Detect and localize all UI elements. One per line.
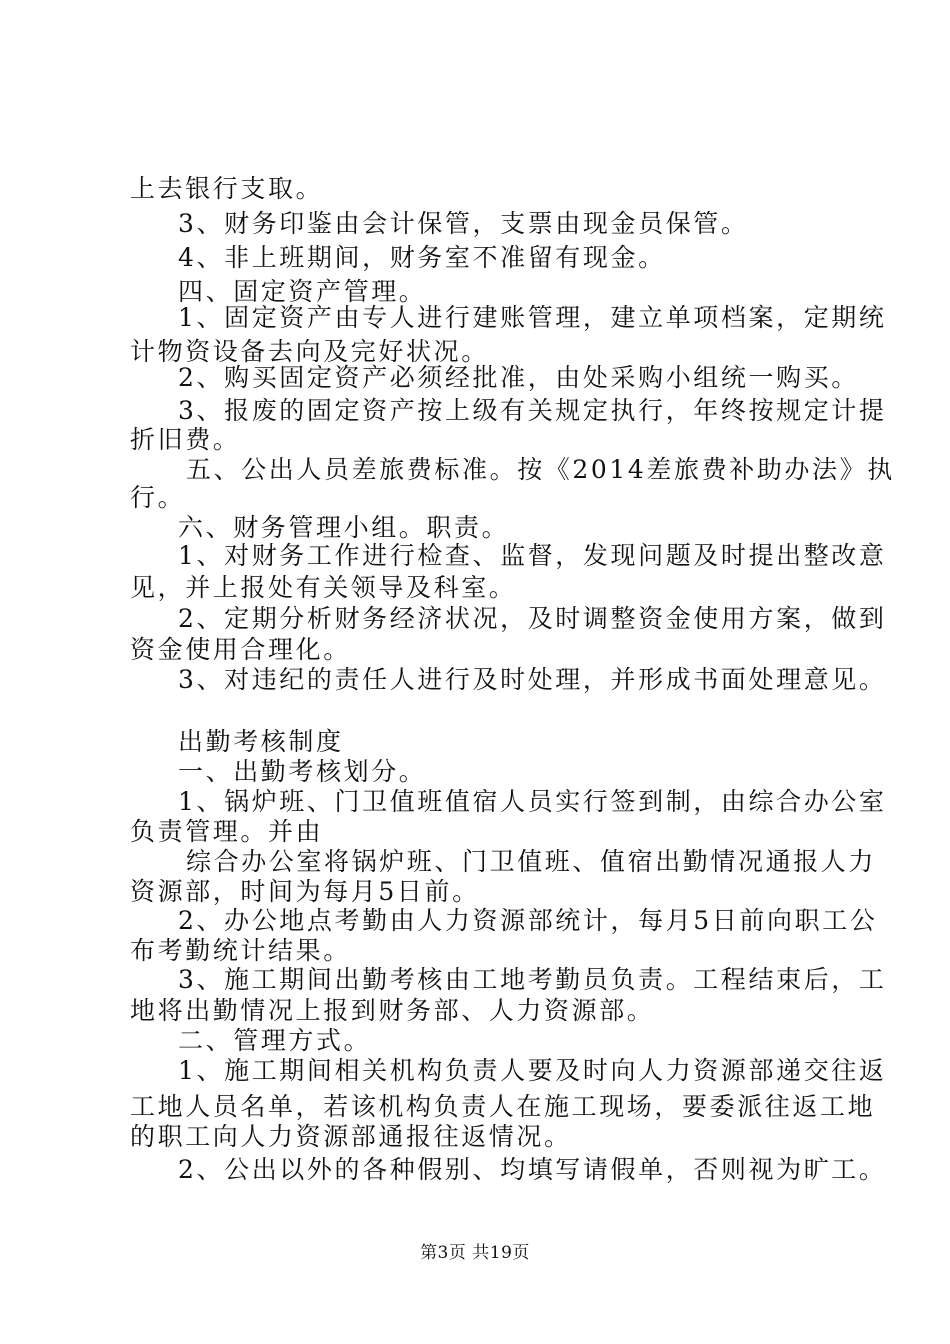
- section-heading: 一、出勤考核划分。: [178, 757, 427, 786]
- section-heading: 二、管理方式。: [178, 1026, 372, 1055]
- text-line: 资源部，时间为每月5日前。: [130, 877, 480, 906]
- section-heading: 四、固定资产管理。: [178, 277, 427, 306]
- text-line: 1、固定资产由专人进行建账管理，建立单项档案，定期统: [178, 303, 887, 332]
- text-line: 负责管理。并由: [130, 817, 324, 846]
- text-line: 计物资设备去向及完好状况。: [130, 337, 489, 366]
- text-line: 2、公出以外的各种假别、均填写请假单，否则视为旷工。: [178, 1155, 887, 1184]
- text-line: 2、购买固定资产必须经批准，由处采购小组统一购买。: [178, 363, 859, 392]
- section-heading: 五、公出人员差旅费标准。按《2014差旅费补助办法》执: [186, 455, 895, 484]
- text-line: 资金使用合理化。: [130, 635, 351, 664]
- text-line: 上去银行支取。: [130, 174, 324, 203]
- text-line: 布考勤统计结果。: [130, 936, 351, 965]
- text-line: 3、报废的固定资产按上级有关规定执行，年终按规定计提: [178, 396, 887, 425]
- text-line: 1、对财务工作进行检查、监督，发现问题及时提出整改意: [178, 541, 887, 570]
- text-line: 2、定期分析财务经济状况，及时调整资金使用方案，做到: [178, 604, 887, 633]
- text-line: 综合办公室将锅炉班、门卫值班、值宿出勤情况通报人力: [186, 847, 877, 876]
- text-line: 3、对违纪的责任人进行及时处理，并形成书面处理意见。: [178, 665, 887, 694]
- text-line: 地将出勤情况上报到财务部、人力资源部。: [130, 996, 655, 1025]
- text-line: 折旧费。: [130, 425, 241, 454]
- text-line: 行。: [130, 483, 186, 512]
- page-footer: 第3页 共19页: [420, 1243, 530, 1263]
- text-line: 1、施工期间相关机构负责人要及时向人力资源部递交往返: [178, 1056, 887, 1085]
- text-line: 的职工向人力资源部通报往返情况。: [130, 1122, 572, 1151]
- text-line: 2、办公地点考勤由人力资源部统计，每月5日前向职工公: [178, 906, 878, 935]
- text-line: 工地人员名单，若该机构负责人在施工现场，要委派往返工地: [130, 1092, 876, 1121]
- section-heading: 六、财务管理小组。职责。: [178, 513, 510, 542]
- text-line: 见，并上报处有关领导及科室。: [130, 573, 517, 602]
- text-line: 3、财务印鉴由会计保管，支票由现金员保管。: [178, 209, 749, 238]
- document-subtitle: 出勤考核制度: [178, 727, 344, 756]
- text-line: 4、非上班期间，财务室不准留有现金。: [178, 243, 666, 272]
- text-line: 1、锅炉班、门卫值班值宿人员实行签到制，由综合办公室: [178, 787, 887, 816]
- text-line: 3、施工期间出勤考核由工地考勤员负责。工程结束后，工: [178, 965, 887, 994]
